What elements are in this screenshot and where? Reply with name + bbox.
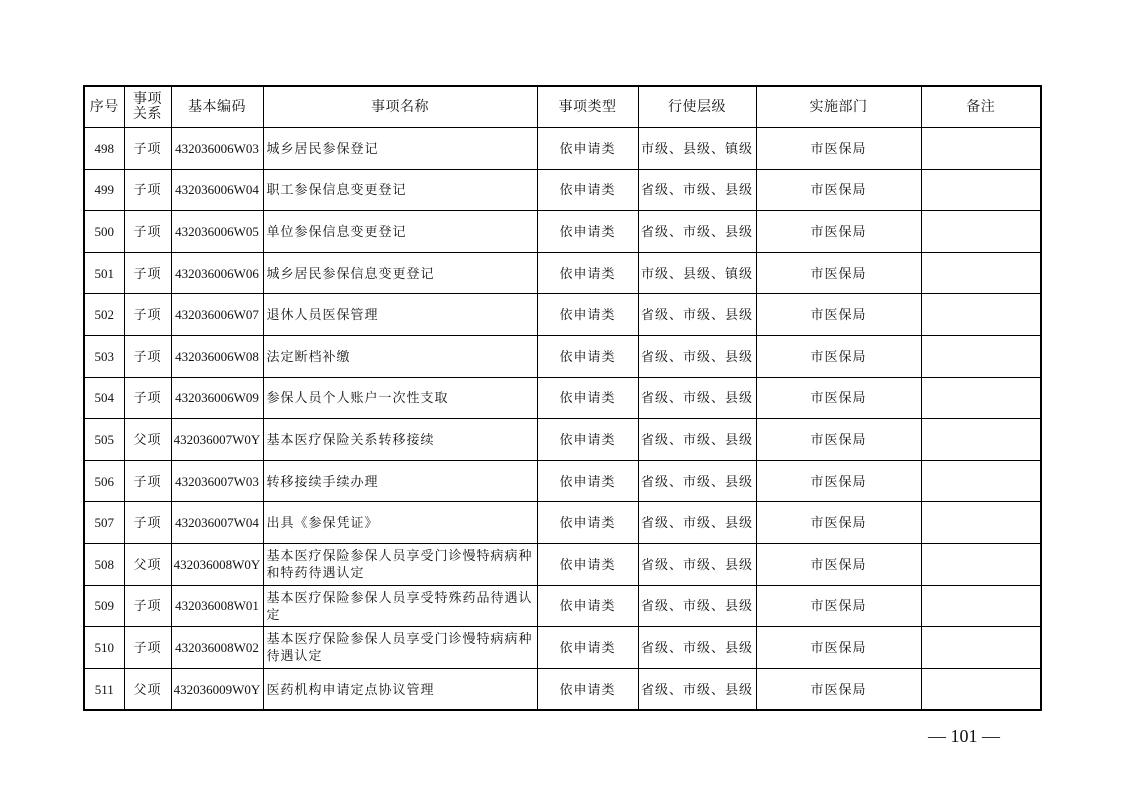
cell-name: 转移接续手续办理	[263, 460, 537, 502]
cell-note	[921, 627, 1041, 669]
cell-code: 432036008W02	[171, 627, 263, 669]
cell-type: 依申请类	[537, 627, 638, 669]
cell-seq: 511	[84, 668, 124, 710]
cell-relation: 子项	[124, 169, 171, 211]
cell-dept: 市医保局	[756, 169, 921, 211]
cell-dept: 市医保局	[756, 543, 921, 585]
cell-type: 依申请类	[537, 419, 638, 461]
cell-type: 依申请类	[537, 128, 638, 170]
cell-name: 单位参保信息变更登记	[263, 211, 537, 253]
table-row	[84, 294, 1041, 336]
header-relation	[124, 86, 171, 128]
cell-dept: 市医保局	[756, 377, 921, 419]
cell-note	[921, 169, 1041, 211]
cell-type: 依申请类	[537, 211, 638, 253]
cell-type: 依申请类	[537, 585, 638, 627]
cell-note	[921, 502, 1041, 544]
table-row	[84, 502, 1041, 544]
table-row	[84, 419, 1041, 461]
cell-code: 432036006W04	[171, 169, 263, 211]
table-row	[84, 169, 1041, 211]
cell-name: 职工参保信息变更登记	[263, 169, 537, 211]
table-row	[84, 585, 1041, 627]
cell-name: 出具《参保凭证》	[263, 502, 537, 544]
cell-level: 省级、市级、县级	[638, 668, 756, 710]
cell-note	[921, 294, 1041, 336]
cell-code: 432036006W08	[171, 335, 263, 377]
table-row	[84, 211, 1041, 253]
items-table	[83, 85, 1042, 711]
cell-level: 省级、市级、县级	[638, 543, 756, 585]
table-row	[84, 128, 1041, 170]
cell-type: 依申请类	[537, 377, 638, 419]
cell-relation: 子项	[124, 502, 171, 544]
cell-type: 依申请类	[537, 543, 638, 585]
cell-seq: 502	[84, 294, 124, 336]
cell-dept: 市医保局	[756, 419, 921, 461]
cell-note	[921, 252, 1041, 294]
cell-name: 城乡居民参保信息变更登记	[263, 252, 537, 294]
cell-type: 依申请类	[537, 502, 638, 544]
cell-type: 依申请类	[537, 169, 638, 211]
cell-dept: 市医保局	[756, 668, 921, 710]
cell-seq: 499	[84, 169, 124, 211]
cell-name: 退休人员医保管理	[263, 294, 537, 336]
cell-relation: 子项	[124, 627, 171, 669]
cell-dept: 市医保局	[756, 211, 921, 253]
page-number: — 101 —	[928, 726, 1000, 746]
cell-name: 参保人员个人账户一次性支取	[263, 377, 537, 419]
cell-level: 省级、市级、县级	[638, 419, 756, 461]
header-relation-label: 事项关系	[133, 91, 162, 122]
cell-note	[921, 585, 1041, 627]
cell-note	[921, 335, 1041, 377]
cell-code: 432036006W07	[171, 294, 263, 336]
header-level: 行使层级	[638, 86, 756, 128]
table-row	[84, 627, 1041, 669]
cell-level: 省级、市级、县级	[638, 502, 756, 544]
header-code: 基本编码	[171, 86, 263, 128]
cell-dept: 市医保局	[756, 460, 921, 502]
cell-relation: 父项	[124, 543, 171, 585]
cell-dept: 市医保局	[756, 294, 921, 336]
cell-relation: 子项	[124, 585, 171, 627]
cell-code: 432036007W04	[171, 502, 263, 544]
cell-level: 省级、市级、县级	[638, 169, 756, 211]
cell-code: 432036007W0Y	[171, 419, 263, 461]
cell-relation: 子项	[124, 294, 171, 336]
cell-seq: 510	[84, 627, 124, 669]
cell-type: 依申请类	[537, 460, 638, 502]
cell-code: 432036008W0Y	[171, 543, 263, 585]
cell-dept: 市医保局	[756, 335, 921, 377]
cell-type: 依申请类	[537, 252, 638, 294]
cell-relation: 子项	[124, 128, 171, 170]
cell-code: 432036008W01	[171, 585, 263, 627]
header-dept: 实施部门	[756, 86, 921, 128]
cell-relation: 子项	[124, 335, 171, 377]
cell-code: 432036009W0Y	[171, 668, 263, 710]
cell-seq: 498	[84, 128, 124, 170]
cell-dept: 市医保局	[756, 502, 921, 544]
cell-level: 省级、市级、县级	[638, 627, 756, 669]
cell-name: 基本医疗保险关系转移接续	[263, 419, 537, 461]
cell-level: 市级、县级、镇级	[638, 252, 756, 294]
cell-relation: 子项	[124, 460, 171, 502]
cell-dept: 市医保局	[756, 128, 921, 170]
cell-note	[921, 460, 1041, 502]
cell-name: 基本医疗保险参保人员享受门诊慢特病病种待遇认定	[263, 627, 537, 669]
cell-seq: 509	[84, 585, 124, 627]
cell-level: 省级、市级、县级	[638, 377, 756, 419]
table-row	[84, 335, 1041, 377]
cell-code: 432036007W03	[171, 460, 263, 502]
cell-relation: 父项	[124, 668, 171, 710]
cell-name: 基本医疗保险参保人员享受特殊药品待遇认定	[263, 585, 537, 627]
cell-relation: 子项	[124, 211, 171, 253]
cell-relation: 子项	[124, 252, 171, 294]
cell-level: 省级、市级、县级	[638, 335, 756, 377]
table-row	[84, 460, 1041, 502]
cell-seq: 500	[84, 211, 124, 253]
cell-seq: 508	[84, 543, 124, 585]
cell-name: 医药机构申请定点协议管理	[263, 668, 537, 710]
cell-name: 基本医疗保险参保人员享受门诊慢特病病种和特药待遇认定	[263, 543, 537, 585]
header-name: 事项名称	[263, 86, 537, 128]
table-header	[84, 86, 1041, 128]
cell-note	[921, 211, 1041, 253]
header-seq: 序号	[84, 86, 124, 128]
cell-note	[921, 543, 1041, 585]
cell-level: 省级、市级、县级	[638, 585, 756, 627]
cell-relation: 父项	[124, 419, 171, 461]
cell-type: 依申请类	[537, 335, 638, 377]
table-row	[84, 377, 1041, 419]
cell-note	[921, 377, 1041, 419]
cell-note	[921, 128, 1041, 170]
header-type: 事项类型	[537, 86, 638, 128]
cell-code: 432036006W09	[171, 377, 263, 419]
cell-dept: 市医保局	[756, 252, 921, 294]
table-body	[84, 128, 1041, 711]
cell-seq: 503	[84, 335, 124, 377]
cell-seq: 504	[84, 377, 124, 419]
cell-level: 市级、县级、镇级	[638, 128, 756, 170]
cell-note	[921, 668, 1041, 710]
cell-seq: 506	[84, 460, 124, 502]
cell-name: 城乡居民参保登记	[263, 128, 537, 170]
table-row	[84, 543, 1041, 585]
cell-type: 依申请类	[537, 668, 638, 710]
cell-dept: 市医保局	[756, 585, 921, 627]
cell-code: 432036006W05	[171, 211, 263, 253]
cell-relation: 子项	[124, 377, 171, 419]
cell-level: 省级、市级、县级	[638, 294, 756, 336]
cell-note	[921, 419, 1041, 461]
cell-dept: 市医保局	[756, 627, 921, 669]
cell-seq: 501	[84, 252, 124, 294]
header-row	[84, 86, 1041, 128]
table-row	[84, 252, 1041, 294]
cell-code: 432036006W06	[171, 252, 263, 294]
cell-level: 省级、市级、县级	[638, 211, 756, 253]
cell-seq: 505	[84, 419, 124, 461]
header-note: 备注	[921, 86, 1041, 128]
cell-name: 法定断档补缴	[263, 335, 537, 377]
cell-code: 432036006W03	[171, 128, 263, 170]
cell-level: 省级、市级、县级	[638, 460, 756, 502]
cell-seq: 507	[84, 502, 124, 544]
table-row	[84, 668, 1041, 710]
cell-type: 依申请类	[537, 294, 638, 336]
